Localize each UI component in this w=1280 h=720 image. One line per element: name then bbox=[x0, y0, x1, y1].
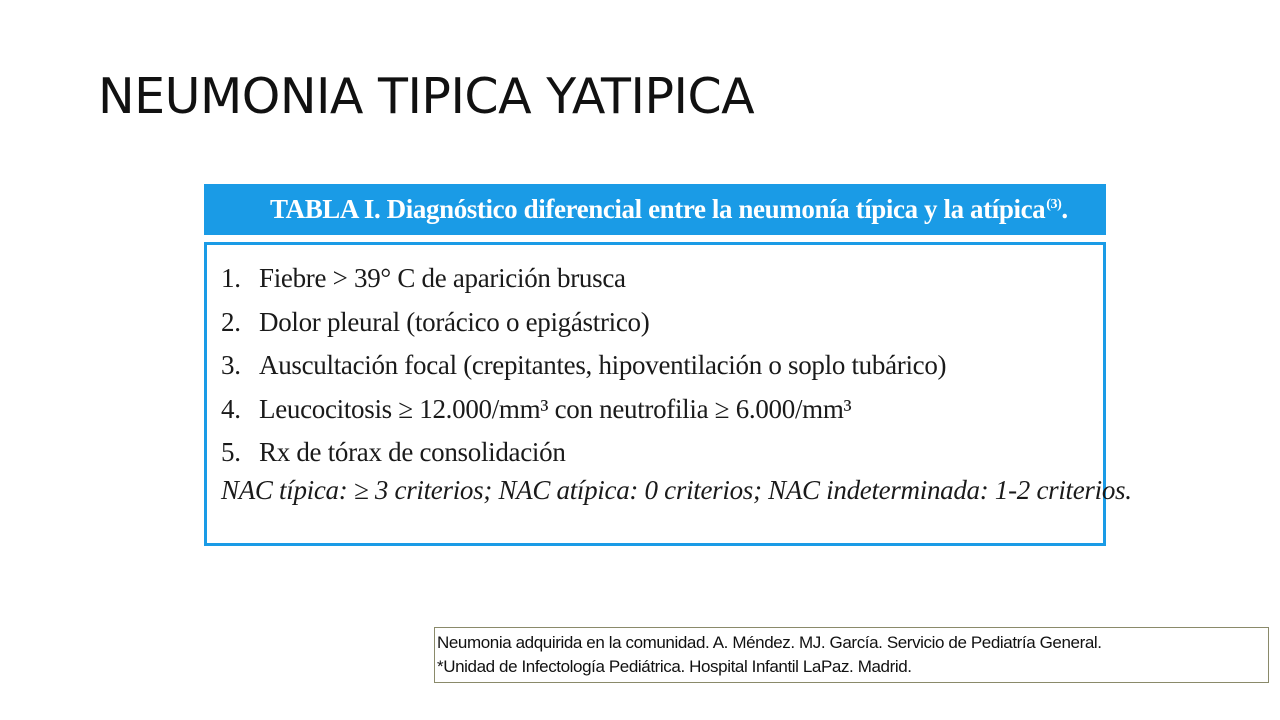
criteria-text: Fiebre > 39° C de aparición brusca bbox=[259, 263, 626, 293]
criteria-summary: NAC típica: ≥ 3 criterios; NAC atípica: 0 criterios; NAC indeterminada: 1-2 criterios. bbox=[221, 475, 1132, 505]
diagnosis-table-figure bbox=[204, 184, 1132, 546]
criteria-item bbox=[221, 301, 946, 345]
criteria-number: 2. bbox=[221, 306, 241, 337]
criteria-list bbox=[221, 257, 946, 475]
criteria-text: Dolor pleural (torácico o epigástrico) bbox=[259, 306, 650, 337]
criteria-item bbox=[221, 388, 946, 432]
criteria-text: Auscultación focal (crepitantes, hipoventilación o soplo tubárico) bbox=[259, 350, 947, 380]
table-header bbox=[204, 184, 1106, 238]
criteria-number: 5. bbox=[221, 437, 241, 467]
citation-line-1: Neumonia adquirida en la comunidad. A. Méndez. MJ. García. Servicio de Pediatría General. bbox=[437, 633, 1102, 652]
table-caption-text: TABLA I. Diagnóstico diferencial entre la neumonía típica y la atípica bbox=[270, 194, 1046, 224]
table-body bbox=[204, 242, 1132, 546]
table-caption-end: . bbox=[1061, 194, 1068, 224]
criteria-number: 1. bbox=[221, 263, 241, 293]
citation-line-2: *Unidad de Infectología Pediátrica. Hospital Infantil LaPaz. Madrid. bbox=[437, 657, 912, 676]
citation-box[interactable] bbox=[434, 627, 1269, 683]
criteria-number: 4. bbox=[221, 393, 241, 424]
criteria-item bbox=[221, 431, 946, 475]
slide-title: NEUMONIA TIPICA YATIPICA bbox=[98, 68, 755, 125]
criteria-number: 3. bbox=[221, 350, 241, 380]
criteria-text: Rx de tórax de consolidación bbox=[259, 437, 566, 467]
criteria-item bbox=[221, 344, 946, 388]
criteria-item bbox=[221, 257, 946, 301]
table-caption-reference: (3) bbox=[1046, 197, 1062, 212]
criteria-text: Leucocitosis ≥ 12.000/mm³ con neutrofilia ≥ 6.000/mm³ bbox=[259, 393, 852, 424]
table-caption bbox=[270, 194, 1068, 225]
